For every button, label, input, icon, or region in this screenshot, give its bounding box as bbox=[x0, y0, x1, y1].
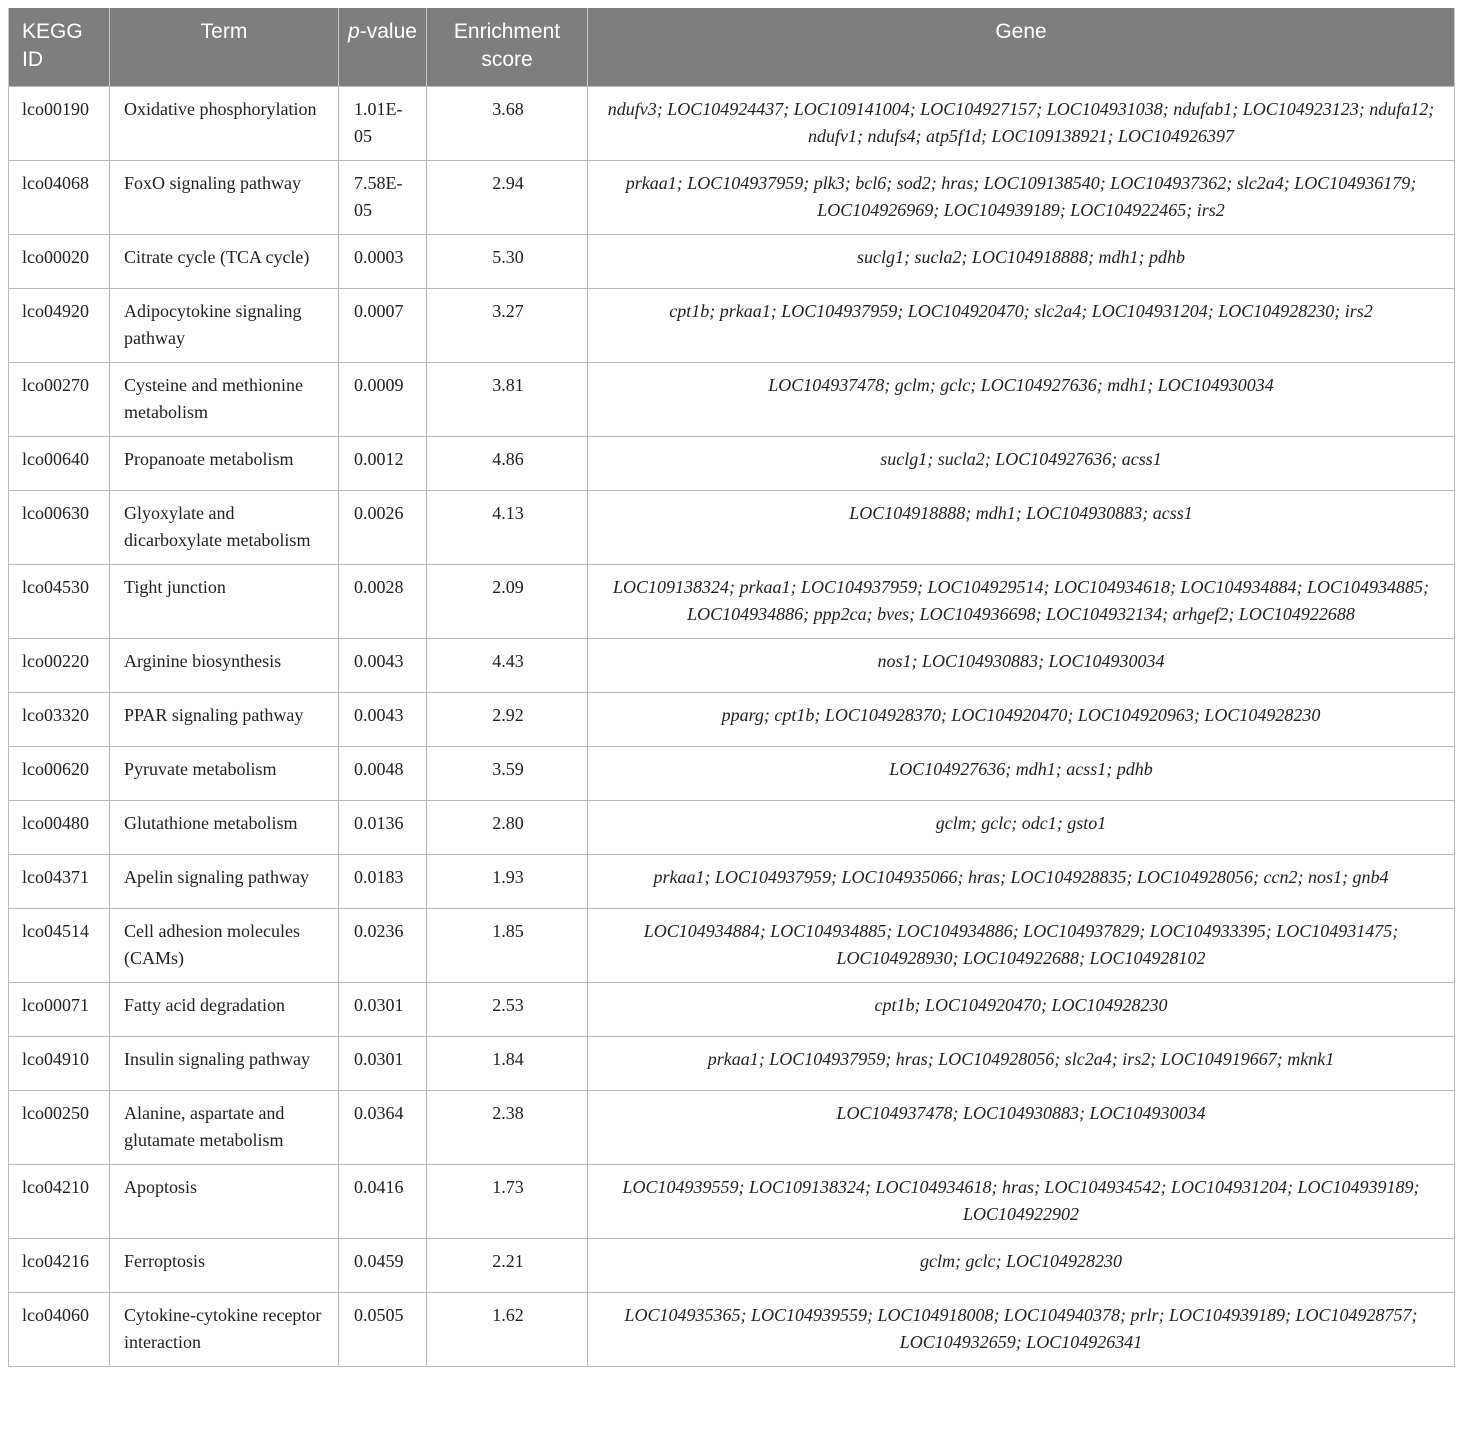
p-value-cell: 0.0012 bbox=[339, 437, 427, 491]
header-kegg-id: KEGG ID bbox=[9, 8, 110, 87]
gene-cell: LOC104934884; LOC104934885; LOC104934886; LOC104937829; LOC104933395; LOC104931475; LOC104928930; LOC104922688; LOC104928102 bbox=[588, 909, 1455, 983]
kegg-id-cell: lco00020 bbox=[9, 235, 110, 289]
gene-cell: nos1; LOC104930883; LOC104930034 bbox=[588, 639, 1455, 693]
kegg-id-cell: lco00071 bbox=[9, 983, 110, 1037]
enrichment-score-cell: 2.94 bbox=[427, 161, 588, 235]
kegg-id-cell: lco00620 bbox=[9, 747, 110, 801]
table-row bbox=[9, 909, 1455, 983]
p-value-cell: 0.0301 bbox=[339, 1037, 427, 1091]
gene-cell: suclg1; sucla2; LOC104927636; acss1 bbox=[588, 437, 1455, 491]
term-cell: Cysteine and methionine metabolism bbox=[110, 363, 339, 437]
gene-cell: gclm; gclc; odc1; gsto1 bbox=[588, 801, 1455, 855]
kegg-id-cell: lco04530 bbox=[9, 565, 110, 639]
p-value-cell: 0.0236 bbox=[339, 909, 427, 983]
term-cell: Cell adhesion molecules (CAMs) bbox=[110, 909, 339, 983]
enrichment-score-cell: 4.13 bbox=[427, 491, 588, 565]
table-row bbox=[9, 289, 1455, 363]
table-row bbox=[9, 1091, 1455, 1165]
enrichment-score-cell: 1.62 bbox=[427, 1293, 588, 1367]
gene-cell: LOC104935365; LOC104939559; LOC104918008; LOC104940378; prlr; LOC104939189; LOC104928757; LOC104932659; LOC104926341 bbox=[588, 1293, 1455, 1367]
table-row bbox=[9, 363, 1455, 437]
table-row bbox=[9, 161, 1455, 235]
kegg-id-cell: lco00270 bbox=[9, 363, 110, 437]
table-row bbox=[9, 855, 1455, 909]
header-gene: Gene bbox=[588, 8, 1455, 87]
gene-cell: gclm; gclc; LOC104928230 bbox=[588, 1239, 1455, 1293]
kegg-id-cell: lco04210 bbox=[9, 1165, 110, 1239]
term-cell: Arginine biosynthesis bbox=[110, 639, 339, 693]
p-value-cell: 0.0459 bbox=[339, 1239, 427, 1293]
term-cell: PPAR signaling pathway bbox=[110, 693, 339, 747]
p-value-cell: 0.0048 bbox=[339, 747, 427, 801]
header-row bbox=[9, 8, 1455, 87]
gene-cell: LOC109138324; prkaa1; LOC104937959; LOC104929514; LOC104934618; LOC104934884; LOC104934885; LOC104934886; ppp2ca; bves; LOC104936698; LOC104932134; arhgef2; LOC104922688 bbox=[588, 565, 1455, 639]
enrichment-score-cell: 2.53 bbox=[427, 983, 588, 1037]
term-cell: Fatty acid degradation bbox=[110, 983, 339, 1037]
table-row bbox=[9, 437, 1455, 491]
header-enrichment-score: Enrichment score bbox=[427, 8, 588, 87]
enrichment-score-cell: 2.09 bbox=[427, 565, 588, 639]
term-cell: Propanoate metabolism bbox=[110, 437, 339, 491]
kegg-id-cell: lco00220 bbox=[9, 639, 110, 693]
kegg-id-cell: lco04068 bbox=[9, 161, 110, 235]
p-value-cell: 0.0007 bbox=[339, 289, 427, 363]
term-cell: Pyruvate metabolism bbox=[110, 747, 339, 801]
p-value-cell: 0.0043 bbox=[339, 639, 427, 693]
kegg-id-cell: lco04514 bbox=[9, 909, 110, 983]
p-value-cell: 0.0301 bbox=[339, 983, 427, 1037]
enrichment-score-cell: 1.85 bbox=[427, 909, 588, 983]
p-value-cell: 0.0043 bbox=[339, 693, 427, 747]
gene-cell: LOC104939559; LOC109138324; LOC104934618; hras; LOC104934542; LOC104931204; LOC104939189; LOC104922902 bbox=[588, 1165, 1455, 1239]
gene-cell: LOC104937478; gclm; gclc; LOC104927636; mdh1; LOC104930034 bbox=[588, 363, 1455, 437]
enrichment-score-cell: 1.84 bbox=[427, 1037, 588, 1091]
p-value-cell: 0.0183 bbox=[339, 855, 427, 909]
table-header bbox=[9, 8, 1455, 87]
table-row bbox=[9, 747, 1455, 801]
enrichment-score-cell: 3.59 bbox=[427, 747, 588, 801]
kegg-id-cell: lco00250 bbox=[9, 1091, 110, 1165]
gene-cell: prkaa1; LOC104937959; plk3; bcl6; sod2; hras; LOC109138540; LOC104937362; slc2a4; LOC104936179; LOC104926969; LOC104939189; LOC104922465; irs2 bbox=[588, 161, 1455, 235]
gene-cell: LOC104937478; LOC104930883; LOC104930034 bbox=[588, 1091, 1455, 1165]
p-value-cell: 0.0505 bbox=[339, 1293, 427, 1367]
term-cell: Adipocytokine signaling pathway bbox=[110, 289, 339, 363]
enrichment-score-cell: 3.68 bbox=[427, 87, 588, 161]
table-row bbox=[9, 1037, 1455, 1091]
table-row bbox=[9, 1293, 1455, 1367]
enrichment-score-cell: 2.21 bbox=[427, 1239, 588, 1293]
kegg-id-cell: lco04920 bbox=[9, 289, 110, 363]
enrichment-score-cell: 1.73 bbox=[427, 1165, 588, 1239]
term-cell: Cytokine-cytokine receptor interaction bbox=[110, 1293, 339, 1367]
table-row bbox=[9, 639, 1455, 693]
enrichment-score-cell: 5.30 bbox=[427, 235, 588, 289]
term-cell: Ferroptosis bbox=[110, 1239, 339, 1293]
table-row bbox=[9, 983, 1455, 1037]
kegg-id-cell: lco04371 bbox=[9, 855, 110, 909]
kegg-id-cell: lco00190 bbox=[9, 87, 110, 161]
term-cell: Tight junction bbox=[110, 565, 339, 639]
table-body bbox=[9, 87, 1455, 1367]
kegg-id-cell: lco00640 bbox=[9, 437, 110, 491]
enrichment-score-cell: 2.38 bbox=[427, 1091, 588, 1165]
term-cell: Apelin signaling pathway bbox=[110, 855, 339, 909]
term-cell: Citrate cycle (TCA cycle) bbox=[110, 235, 339, 289]
table-row bbox=[9, 693, 1455, 747]
gene-cell: ndufv3; LOC104924437; LOC109141004; LOC104927157; LOC104931038; ndufab1; LOC104923123; ndufa12; ndufv1; ndufs4; atp5f1d; LOC109138921; LOC104926397 bbox=[588, 87, 1455, 161]
enrichment-score-cell: 3.27 bbox=[427, 289, 588, 363]
enrichment-score-cell: 2.92 bbox=[427, 693, 588, 747]
p-value-cell: 0.0028 bbox=[339, 565, 427, 639]
kegg-id-cell: lco00630 bbox=[9, 491, 110, 565]
p-value-cell: 0.0416 bbox=[339, 1165, 427, 1239]
term-cell: Alanine, aspartate and glutamate metabolism bbox=[110, 1091, 339, 1165]
table-row bbox=[9, 491, 1455, 565]
enrichment-score-cell: 3.81 bbox=[427, 363, 588, 437]
enrichment-score-cell: 1.93 bbox=[427, 855, 588, 909]
p-value-cell: 7.58E-05 bbox=[339, 161, 427, 235]
term-cell: Apoptosis bbox=[110, 1165, 339, 1239]
kegg-id-cell: lco04216 bbox=[9, 1239, 110, 1293]
gene-cell: LOC104927636; mdh1; acss1; pdhb bbox=[588, 747, 1455, 801]
p-value-cell: 0.0136 bbox=[339, 801, 427, 855]
table-row bbox=[9, 1165, 1455, 1239]
term-cell: Glyoxylate and dicarboxylate metabolism bbox=[110, 491, 339, 565]
term-cell: FoxO signaling pathway bbox=[110, 161, 339, 235]
gene-cell: suclg1; sucla2; LOC104918888; mdh1; pdhb bbox=[588, 235, 1455, 289]
enrichment-score-cell: 2.80 bbox=[427, 801, 588, 855]
table-row bbox=[9, 565, 1455, 639]
table-row bbox=[9, 235, 1455, 289]
header-p-value bbox=[339, 8, 427, 87]
enrichment-score-cell: 4.86 bbox=[427, 437, 588, 491]
p-value-cell: 0.0364 bbox=[339, 1091, 427, 1165]
p-value-cell: 0.0009 bbox=[339, 363, 427, 437]
table-row bbox=[9, 801, 1455, 855]
gene-cell: prkaa1; LOC104937959; hras; LOC104928056; slc2a4; irs2; LOC104919667; mknk1 bbox=[588, 1037, 1455, 1091]
kegg-enrichment-table bbox=[8, 8, 1455, 1367]
term-cell: Insulin signaling pathway bbox=[110, 1037, 339, 1091]
kegg-id-cell: lco03320 bbox=[9, 693, 110, 747]
table-row bbox=[9, 1239, 1455, 1293]
kegg-id-cell: lco00480 bbox=[9, 801, 110, 855]
enrichment-score-cell: 4.43 bbox=[427, 639, 588, 693]
term-cell: Glutathione metabolism bbox=[110, 801, 339, 855]
gene-cell: cpt1b; prkaa1; LOC104937959; LOC104920470; slc2a4; LOC104931204; LOC104928230; irs2 bbox=[588, 289, 1455, 363]
header-p-italic: p bbox=[348, 20, 360, 43]
gene-cell: prkaa1; LOC104937959; LOC104935066; hras; LOC104928835; LOC104928056; ccn2; nos1; gnb4 bbox=[588, 855, 1455, 909]
term-cell: Oxidative phosphorylation bbox=[110, 87, 339, 161]
p-value-cell: 1.01E-05 bbox=[339, 87, 427, 161]
gene-cell: LOC104918888; mdh1; LOC104930883; acss1 bbox=[588, 491, 1455, 565]
p-value-cell: 0.0003 bbox=[339, 235, 427, 289]
gene-cell: cpt1b; LOC104920470; LOC104928230 bbox=[588, 983, 1455, 1037]
kegg-id-cell: lco04910 bbox=[9, 1037, 110, 1091]
header-term: Term bbox=[110, 8, 339, 87]
p-value-cell: 0.0026 bbox=[339, 491, 427, 565]
kegg-id-cell: lco04060 bbox=[9, 1293, 110, 1367]
header-p-rest: -value bbox=[359, 20, 417, 43]
gene-cell: pparg; cpt1b; LOC104928370; LOC104920470; LOC104920963; LOC104928230 bbox=[588, 693, 1455, 747]
table-row bbox=[9, 87, 1455, 161]
